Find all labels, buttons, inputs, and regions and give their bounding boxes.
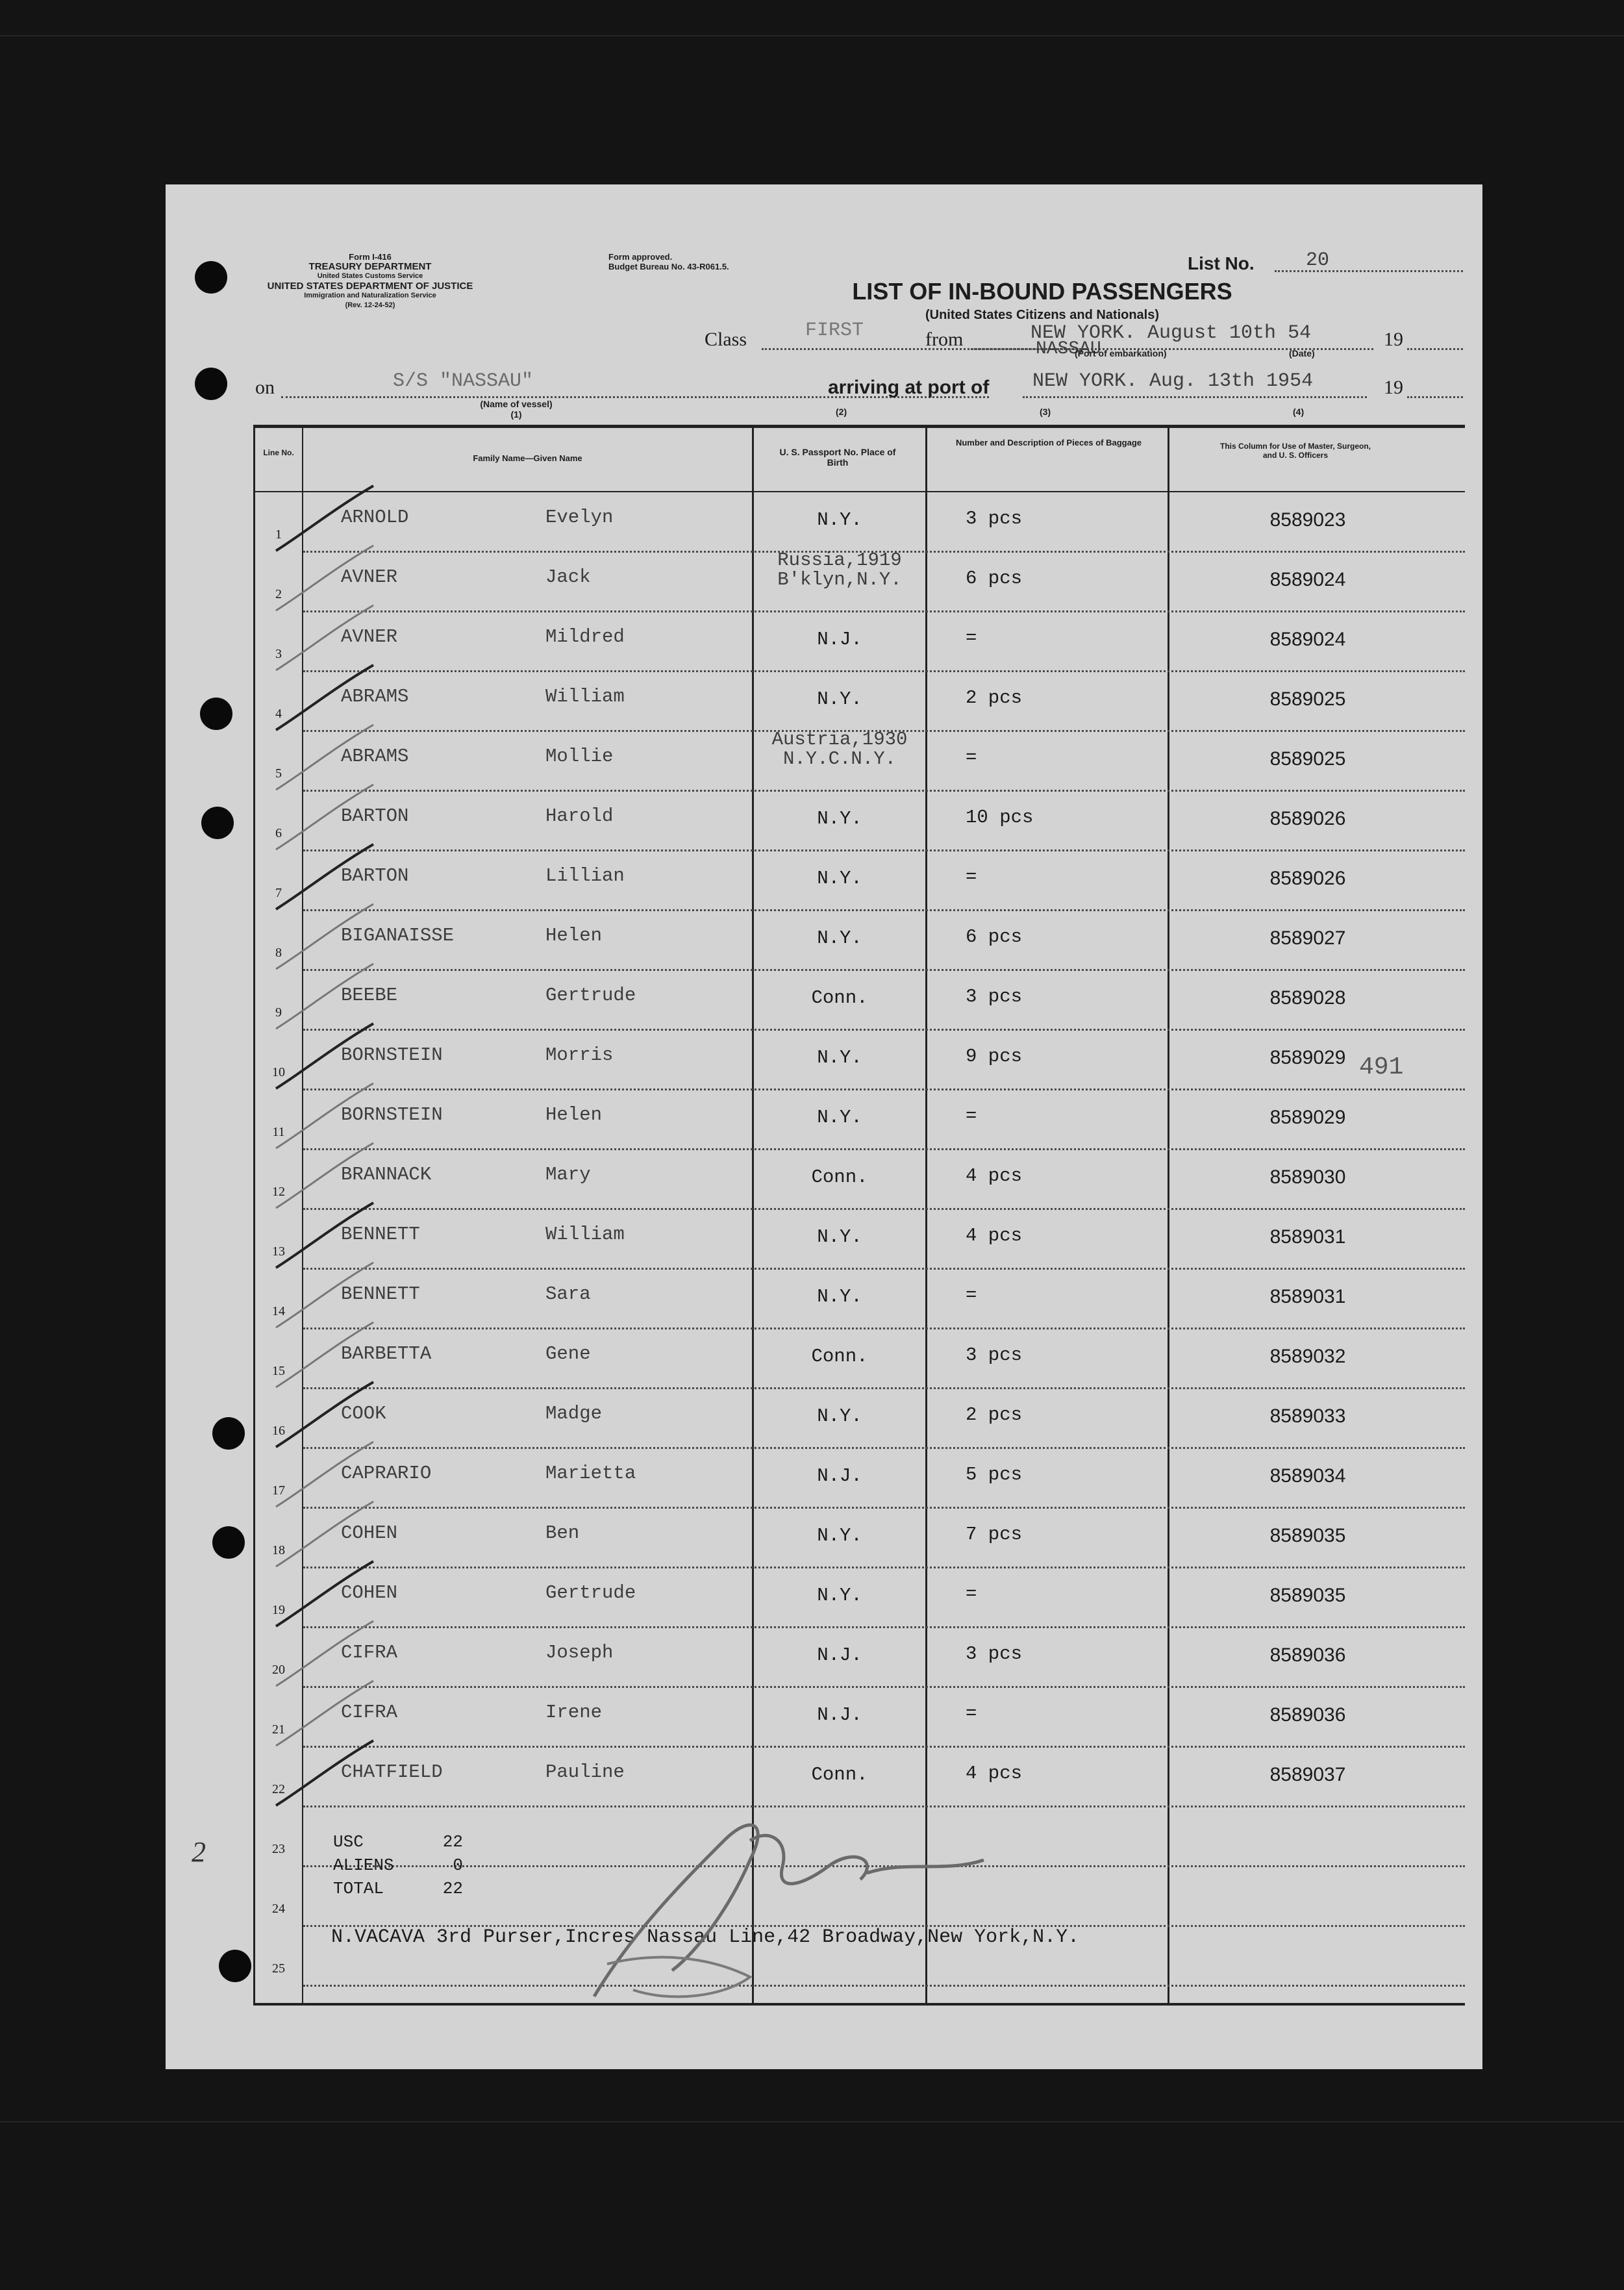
line-number: 14 [272,1304,285,1318]
place-of-birth: N.Y. [817,688,862,710]
row-separator [303,610,1465,612]
officer-code: 8589025 [1269,688,1346,710]
col-num-4: (4) [1293,407,1305,417]
family-name: ARNOLD [341,507,409,528]
list-no-line [1275,270,1463,272]
row-separator [303,849,1465,851]
baggage: 3 pcs [966,1344,1023,1366]
form-number: Form I-416 [349,252,392,262]
usc-value: 22 [442,1832,463,1852]
baggage: 2 pcs [966,687,1023,709]
place-of-birth: N.Y. [817,1585,862,1606]
place-of-birth: N.Y. [817,1226,862,1248]
baggage: 10 pcs [966,807,1034,828]
officer-code: 8589030 [1269,1166,1346,1188]
row-separator [303,790,1465,792]
line-number: 9 [275,1005,282,1020]
budget-number: Budget Bureau No. 43-R061.5. [608,262,729,271]
on-label: on [255,377,275,398]
line-number: 18 [272,1543,285,1557]
family-name: CIFRA [341,1702,398,1723]
officer-code: 8589034 [1269,1465,1346,1487]
family-name: BARTON [341,805,409,827]
place-of-birth: Conn. [811,1166,868,1188]
line-number: 13 [272,1244,285,1259]
total-label: TOTAL [333,1879,384,1898]
officer-code: 8589029 [1269,1047,1346,1068]
row-separator [303,1029,1465,1031]
usc-label: USC [333,1832,364,1852]
list-no-value: 20 [1306,249,1330,271]
place-of-birth: N.Y. [817,868,862,889]
line-number: 4 [275,707,282,721]
family-name: BARBETTA [341,1343,432,1365]
line-number: 8 [275,946,282,960]
given-name: Harold [545,805,614,827]
officer-code: 8589035 [1269,1585,1346,1606]
place-of-birth: N.J. [817,1465,862,1487]
officer-code: 8589032 [1269,1346,1346,1367]
place-of-birth: N.Y. [817,509,862,531]
family-name: COOK [341,1403,386,1424]
row-separator [303,1208,1465,1210]
line-number: 20 [272,1663,285,1677]
row-separator [303,1088,1465,1090]
header-passport: U. S. Passport No. Place of Birth [779,447,896,468]
family-name: BENNETT [341,1224,420,1245]
place-of-birth: N.Y. [817,1107,862,1128]
given-name: Marietta [545,1463,636,1484]
line-number: 7 [275,886,282,900]
totals-values [437,1830,463,1900]
place-of-birth: N.Y. [817,1525,862,1546]
place-of-birth-2: B'klyn,N.Y. [777,569,902,590]
header-line-no: Line No. [263,448,294,457]
row-separator [303,1148,1465,1150]
baggage: = [966,866,977,888]
family-name: AVNER [341,566,398,588]
page-title: LIST OF IN-BOUND PASSENGERS [852,278,1232,305]
officer-code: 8589036 [1269,1704,1346,1726]
family-name: BEEBE [341,985,398,1006]
class-label: Class [705,329,747,350]
family-name: CAPRARIO [341,1463,432,1484]
baggage: 7 pcs [966,1524,1023,1545]
header-bottom-rule [253,491,1465,492]
date-caption: (Date) [1289,348,1315,359]
baggage: 4 pcs [966,1225,1023,1246]
given-name: Gertrude [545,1582,636,1604]
officer-code: 8589026 [1269,868,1346,889]
line-number: 19 [272,1603,285,1617]
officer-code: 8589023 [1269,509,1346,531]
given-name: Irene [545,1702,603,1723]
line-number: 22 [272,1782,285,1796]
punch-hole [201,807,234,839]
arriving-value: NEW YORK. Aug. 13th 1954 [1032,370,1314,392]
col-num-3: (3) [1040,407,1051,417]
given-name: Jack [545,566,591,588]
row-separator [303,670,1465,672]
punch-hole [200,698,232,730]
aliens-value: 0 [453,1856,463,1875]
family-name: BIGANAISSE [341,925,455,946]
vessel-caption [451,399,581,420]
officer-code: 8589031 [1269,1226,1346,1248]
row-separator [303,1746,1465,1748]
family-name: COHEN [341,1522,398,1544]
list-no-label: List No. [1188,253,1255,273]
from-year-label: 19 [1384,329,1403,350]
given-name: Mary [545,1164,591,1185]
given-name: William [545,1224,625,1245]
revision: (Rev. 12-24-52) [345,301,395,309]
given-name: Helen [545,925,603,946]
line-number: 16 [272,1424,285,1438]
place-of-birth: N.J. [817,1704,862,1726]
line-number: 2 [275,587,282,601]
line-number: 25 [272,1961,285,1976]
given-name: Morris [545,1044,614,1066]
total-value: 22 [442,1879,463,1898]
baggage: = [966,747,977,768]
baggage: 4 pcs [966,1763,1023,1784]
punch-hole [219,1950,251,1982]
punch-hole [195,261,227,294]
row-separator [303,1387,1465,1389]
line-number: 3 [275,647,282,661]
officer-code: 8589027 [1269,927,1346,949]
given-name: Mildred [545,626,625,648]
row-separator [303,1686,1465,1688]
family-name: CHATFIELD [341,1761,443,1783]
place-of-birth: Austria,1930 [771,729,908,750]
given-name: William [545,686,625,707]
given-name: Joseph [545,1642,614,1663]
header-officers: This Column for Use of Master, Surgeon, and U. S. Officers [1219,442,1371,460]
form-agency-block [250,252,490,310]
place-of-birth: Conn. [811,987,868,1009]
baggage: 3 pcs [966,1643,1023,1665]
family-name: CIFRA [341,1642,398,1663]
row-separator [303,1626,1465,1628]
row-separator [303,1567,1465,1568]
header-baggage: Number and Description of Pieces of Baggage [955,438,1142,447]
vessel-caption-num: (1) [510,409,522,420]
arriving-line [1023,396,1367,398]
officer-code: 8589026 [1269,808,1346,829]
officer-code: 8589029 [1269,1107,1346,1128]
check-mark [269,1734,380,1812]
line-number: 1 [275,527,282,542]
officer-code: 8589028 [1269,987,1346,1009]
family-name: AVNER [341,626,398,648]
row-separator [303,1447,1465,1449]
place-of-birth: N.J. [817,629,862,650]
baggage: 2 pcs [966,1404,1023,1426]
form-approved [608,252,729,271]
row-separator [303,1327,1465,1329]
baggage: 6 pcs [966,926,1023,948]
customs-service: United States Customs Service [317,272,423,280]
place-of-birth: N.Y. [817,1405,862,1427]
row-separator [303,909,1465,911]
line-number: 17 [272,1483,285,1498]
place-of-birth: N.J. [817,1644,862,1666]
family-name: BORNSTEIN [341,1044,443,1066]
punch-hole [212,1417,245,1450]
margin-note: 491 [1359,1053,1404,1081]
arriving-label: arriving at port of [828,377,990,398]
purser-signature-line: N.VACAVA 3rd Purser,Incres Nassau Line,42 Broadway,New York,N.Y. [331,1926,1080,1948]
family-name: BRANNACK [341,1164,432,1185]
approved-text: Form approved. [608,252,673,262]
col-num-2: (2) [836,407,847,417]
from-label: from [925,329,964,350]
treasury-dept: TREASURY DEPARTMENT [308,261,432,272]
given-name: Madge [545,1403,603,1424]
officer-code: 8589033 [1269,1405,1346,1427]
given-name: Mollie [545,746,614,767]
family-name: BENNETT [341,1283,420,1305]
baggage: = [966,1285,977,1306]
officer-code: 8589025 [1269,748,1346,770]
header-name: Family Name—Given Name [473,453,582,463]
place-of-birth: N.Y. [817,808,862,829]
given-name: Gertrude [545,985,636,1006]
given-name: Evelyn [545,507,614,528]
given-name: Gene [545,1343,591,1365]
family-name: ABRAMS [341,686,409,707]
passport-col-rule [925,425,927,2003]
year-line [1407,348,1463,350]
year-line-2 [1407,396,1463,398]
ins-service: Immigration and Naturalization Service [304,292,436,299]
line-number: 6 [275,826,282,840]
officer-code: 8589036 [1269,1644,1346,1666]
baggage: 9 pcs [966,1046,1023,1067]
officer-code: 8589024 [1269,569,1346,590]
officer-code: 8589031 [1269,1286,1346,1307]
officer-code: 8589024 [1269,629,1346,650]
baggage: = [966,1703,977,1724]
line-number: 21 [272,1722,285,1737]
officer-code: 8589035 [1269,1525,1346,1546]
line-number: 24 [272,1902,285,1916]
family-name: ABRAMS [341,746,409,767]
line-number: 10 [272,1065,285,1079]
place-of-birth: Russia,1919 [777,549,902,571]
family-name: BORNSTEIN [341,1104,443,1126]
given-name: Lillian [545,865,625,887]
baggage: 3 pcs [966,986,1023,1007]
row-separator [303,1268,1465,1270]
place-of-birth: N.Y. [817,1047,862,1068]
port-embark-caption: (Port of embarkation) [1075,348,1167,359]
line-number: 23 [272,1842,285,1856]
row-separator [303,1507,1465,1509]
line-number: 12 [272,1185,285,1199]
class-value: FIRST [805,320,864,342]
given-name: Ben [545,1522,580,1544]
baggage: 5 pcs [966,1464,1023,1485]
manifest-page [166,184,1482,2069]
page-subtitle: (United States Citizens and Nationals) [925,308,1160,322]
justice-dept: UNITED STATES DEPARTMENT OF JUSTICE [267,281,473,292]
line-number: 5 [275,766,282,781]
baggage: 6 pcs [966,568,1023,589]
officer-code: 8589037 [1269,1764,1346,1785]
place-of-birth-2: N.Y.C.N.Y. [782,748,897,770]
from-value-2: NASSAU [1036,339,1101,359]
line-number: 11 [272,1125,285,1139]
left-margin-note: 2 [192,1836,206,1868]
arriving-year-label: 19 [1384,377,1403,398]
punch-hole [212,1526,245,1559]
family-name: COHEN [341,1582,398,1604]
table-top-rule [253,425,1465,428]
place-of-birth: N.Y. [817,927,862,949]
place-of-birth: Conn. [811,1764,868,1785]
family-name: BARTON [341,865,409,887]
baggage: 3 pcs [966,508,1023,529]
given-name: Helen [545,1104,603,1126]
row-separator [303,969,1465,971]
baggage: = [966,1583,977,1605]
given-name: Sara [545,1283,591,1305]
totals-block [333,1830,394,1900]
line-number: 15 [272,1364,285,1378]
aliens-label: ALIENS [333,1856,394,1875]
handwritten-signature [555,1802,1010,2009]
punch-hole [195,368,227,400]
baggage: 4 pcs [966,1165,1023,1187]
vessel-value: S/S "NASSAU" [393,370,534,392]
given-name: Pauline [545,1761,625,1783]
baggage: = [966,627,977,649]
place-of-birth: Conn. [811,1346,868,1367]
baggage: = [966,1105,977,1127]
place-of-birth: N.Y. [817,1286,862,1307]
vessel-caption-text: (Name of vessel) [480,399,553,409]
from-value: NEW YORK. August 10th 54 [1031,322,1312,344]
